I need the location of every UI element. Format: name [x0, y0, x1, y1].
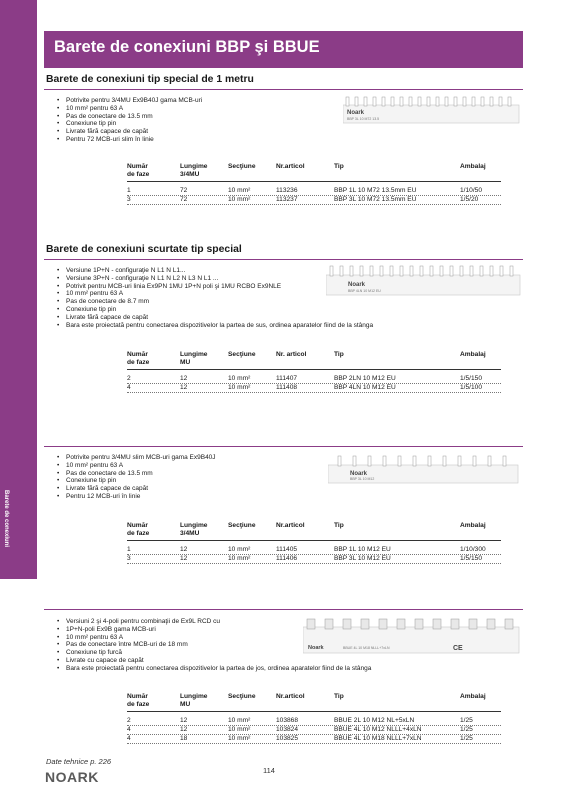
cell-length: 18 — [180, 735, 188, 742]
feature-item: • Pas de conectare de 13.5 mm — [57, 470, 216, 478]
section-heading-short-busbars: Barete de conexiuni scurtate tip special — [46, 244, 242, 255]
feature-item: • 10 mm² pentru 63 A — [57, 105, 202, 113]
col-header-phases-2: de faze — [127, 359, 150, 366]
cell-packaging: 1/25 — [460, 717, 473, 724]
feature-item: • 10 mm² pentru 63 A — [57, 290, 373, 298]
footer-reference: Date tehnice p. 226 — [46, 757, 112, 766]
product-caption: BBP 4LN 10 M12 EU — [348, 289, 381, 293]
row-divider — [127, 204, 501, 205]
feature-item: • Livrate fără capace de capăt — [57, 485, 216, 493]
cell-length: 12 — [180, 384, 188, 391]
col-header-section: Secţiune — [228, 351, 256, 358]
col-header-phases-2: de faze — [127, 530, 150, 537]
cell-length: 12 — [180, 555, 188, 562]
cell-article: 111407 — [276, 375, 298, 382]
col-header-type: Tip — [334, 163, 344, 170]
cell-type: BBP 1L 10 M12 EU — [334, 546, 391, 553]
product-caption: BBUE 4L 10 M18 NLLL+7xLN — [343, 646, 390, 650]
cell-article: 111406 — [276, 555, 298, 562]
cell-phases: 2 — [127, 717, 131, 724]
feature-item: • Livrate cu capace de capăt — [57, 657, 371, 665]
side-tab-label: Barete de conexiuni — [3, 490, 9, 548]
feature-item: • Versiune 3P+N - configuraţie N L1 N L2 N L3 N L1 ... — [57, 275, 373, 283]
section-rule — [44, 259, 523, 260]
section-rule — [44, 446, 523, 447]
product-caption: BBP 3L 10 M12 — [350, 477, 375, 481]
table-header-rule — [127, 711, 501, 712]
col-header-length: Lungime — [180, 522, 208, 529]
feature-item: • Pas de conectare între MCB-uri de 18 mm — [57, 641, 371, 649]
feature-item: • Bara este proiectată pentru conectarea dispozitivelor la partea de sus, ordinea aparatelor fiind de la stânga — [57, 322, 373, 330]
feature-item: • Potrivite pentru 3/4MU slim MCB-uri gama Ex9B40J — [57, 454, 216, 462]
feature-list-1 — [57, 97, 202, 144]
col-header-phases: Număr — [127, 693, 148, 700]
cell-section: 10 mm² — [228, 555, 251, 562]
col-header-length: Lungime — [180, 351, 208, 358]
cell-type: BBP 1L 10 M72 13.5mm EU — [334, 187, 417, 194]
feature-item: • Versiuni 2 şi 4-poli pentru combinaţii de Ex9L RCD cu — [57, 618, 371, 626]
feature-item: • Potrivit pentru MCB-uri linia Ex9PN 1MU 1P+N poli şi 1MU RCBO Ex9NLE — [57, 283, 373, 291]
col-header-phases: Număr — [127, 351, 148, 358]
cell-type: BBUE 4L 10 M12 NLLL+4xLN — [334, 726, 422, 733]
col-header-phases: Număr — [127, 522, 148, 529]
cell-article: 111408 — [276, 384, 298, 391]
feature-item: • Pas de conectare de 8.7 mm — [57, 298, 373, 306]
feature-item: • Conexiune tip pin — [57, 306, 373, 314]
cell-article: 103824 — [276, 726, 299, 733]
cell-article: 113236 — [276, 187, 298, 194]
section-rule — [44, 609, 523, 610]
cell-type: BBP 2LN 10 M12 EU — [334, 375, 396, 382]
cell-phases: 4 — [127, 735, 131, 742]
cell-packaging: 1/5/150 — [460, 375, 482, 382]
side-tab — [0, 0, 37, 579]
row-divider — [127, 392, 501, 393]
busbar-product-image-4 — [303, 617, 521, 657]
cell-phases: 4 — [127, 384, 131, 391]
col-header-phases: Număr — [127, 163, 148, 170]
col-header-length: Lungime — [180, 163, 208, 170]
cell-section: 10 mm² — [228, 735, 251, 742]
feature-item: • Livrate fără capace de capăt — [57, 128, 202, 136]
cell-phases: 4 — [127, 726, 131, 733]
cell-packaging: 1/5/20 — [460, 196, 479, 203]
cell-packaging: 1/10/300 — [460, 546, 486, 553]
cell-packaging: 1/5/100 — [460, 384, 482, 391]
section-heading-1m-busbars: Barete de conexiuni tip special de 1 metru — [46, 74, 254, 85]
busbar-product-image-2 — [326, 265, 521, 297]
col-header-length-2: 3/4MU — [180, 171, 200, 178]
col-header-article: Nr.articol — [276, 522, 305, 529]
cell-article: 111405 — [276, 546, 298, 553]
col-header-type: Tip — [334, 693, 344, 700]
col-header-type: Tip — [334, 351, 344, 358]
cell-packaging: 1/5/150 — [460, 555, 482, 562]
cell-type: BBUE 2L 10 M12 NL+5xLN — [334, 717, 415, 724]
col-header-section: Secţiune — [228, 693, 256, 700]
cell-length: 12 — [180, 717, 188, 724]
cell-section: 10 mm² — [228, 717, 251, 724]
cell-length: 72 — [180, 187, 188, 194]
feature-item-continuation: 1P+N-poli Ex9B gama MCB-uri — [66, 625, 156, 633]
product-brand-mark: Noark — [308, 645, 324, 651]
cell-type: BBP 4LN 10 M12 EU — [334, 384, 396, 391]
col-header-section: Secţiune — [228, 163, 256, 170]
col-header-phases-2: de faze — [127, 171, 150, 178]
cell-packaging: 1/10/50 — [460, 187, 482, 194]
cell-section: 10 mm² — [228, 187, 251, 194]
cell-length: 12 — [180, 375, 188, 382]
product-caption: BBP 3L 10 M72 13.5 — [347, 117, 380, 121]
col-header-length-2: MU — [180, 359, 191, 366]
feature-item: • Conexiune tip furcă — [57, 649, 371, 657]
cell-section: 10 mm² — [228, 384, 251, 391]
product-brand-mark: Noark — [348, 282, 366, 288]
row-divider — [127, 743, 501, 744]
cell-phases: 3 — [127, 555, 131, 562]
col-header-article: Nr.articol — [276, 693, 305, 700]
feature-item: • Conexiune tip pin — [57, 120, 202, 128]
feature-item: • Bara este proiectată pentru conectarea dispozitivelor la partea de jos, ordinea aparatelor fiind de la stânga — [57, 665, 371, 673]
feature-item: • Pas de conectare de 13.5 mm — [57, 113, 202, 121]
cell-phases: 1 — [127, 546, 131, 553]
table-header-rule — [127, 181, 501, 182]
cell-article: 103868 — [276, 717, 299, 724]
cell-packaging: 1/25 — [460, 735, 473, 742]
table-header-rule — [127, 369, 501, 370]
section-rule — [44, 89, 523, 90]
feature-item: • Versiune 1P+N - configuraţie N L1 N L1... — [57, 267, 373, 275]
col-header-packaging: Ambalaj — [460, 693, 486, 700]
page-title: Barete de conexiuni BBP şi BBUE — [54, 38, 320, 56]
cell-length: 12 — [180, 546, 188, 553]
col-header-packaging: Ambalaj — [460, 522, 486, 529]
table-header-rule — [127, 540, 501, 541]
cell-section: 10 mm² — [228, 546, 251, 553]
page-title-bar — [44, 31, 523, 68]
cell-phases: 1 — [127, 187, 131, 194]
cell-length: 72 — [180, 196, 188, 203]
busbar-product-image-3 — [328, 455, 520, 485]
col-header-packaging: Ambalaj — [460, 351, 486, 358]
brand-logo: NOARK — [45, 769, 99, 785]
feature-item: • Pentru 72 MCB-uri slim în linie — [57, 136, 202, 144]
cell-section: 10 mm² — [228, 375, 251, 382]
cell-article: 103825 — [276, 735, 299, 742]
ce-mark: CE — [453, 645, 463, 652]
cell-phases: 2 — [127, 375, 131, 382]
col-header-type: Tip — [334, 522, 344, 529]
feature-item: • 10 mm² pentru 63 A — [57, 634, 371, 642]
col-header-length-2: MU — [180, 701, 191, 708]
cell-packaging: 1/25 — [460, 726, 473, 733]
feature-item: • Pentru 12 MCB-uri în linie — [57, 493, 216, 501]
feature-item: • Livrate fără capace de capăt — [57, 314, 373, 322]
product-brand-mark: Noark — [350, 471, 368, 477]
cell-section: 10 mm² — [228, 726, 251, 733]
feature-item: • 10 mm² pentru 63 A — [57, 462, 216, 470]
cell-type: BBUE 4L 10 M18 NLLL+7xLN — [334, 735, 422, 742]
row-divider — [127, 563, 501, 564]
col-header-section: Secţiune — [228, 522, 256, 529]
cell-type: BBP 3L 10 M72 13.5mm EU — [334, 196, 417, 203]
col-header-length: Lungime — [180, 693, 208, 700]
cell-type: BBP 3L 10 M12 EU — [334, 555, 391, 562]
cell-article: 113237 — [276, 196, 298, 203]
col-header-article: Nr. articol — [276, 351, 307, 358]
col-header-phases-2: de faze — [127, 701, 150, 708]
feature-item: • Conexiune tip pin — [57, 477, 216, 485]
feature-item: • Potrivite pentru 3/4MU Ex9B40J gama MCB-uri — [57, 97, 202, 105]
busbar-product-image-1 — [343, 96, 521, 124]
cell-phases: 3 — [127, 196, 131, 203]
cell-length: 12 — [180, 726, 188, 733]
col-header-article: Nr.articol — [276, 163, 305, 170]
col-header-packaging: Ambalaj — [460, 163, 486, 170]
col-header-length-2: 3/4MU — [180, 530, 200, 537]
page-number: 114 — [263, 766, 275, 775]
product-brand-mark: Noark — [347, 110, 365, 116]
cell-section: 10 mm² — [228, 196, 251, 203]
feature-list-3 — [57, 454, 216, 501]
